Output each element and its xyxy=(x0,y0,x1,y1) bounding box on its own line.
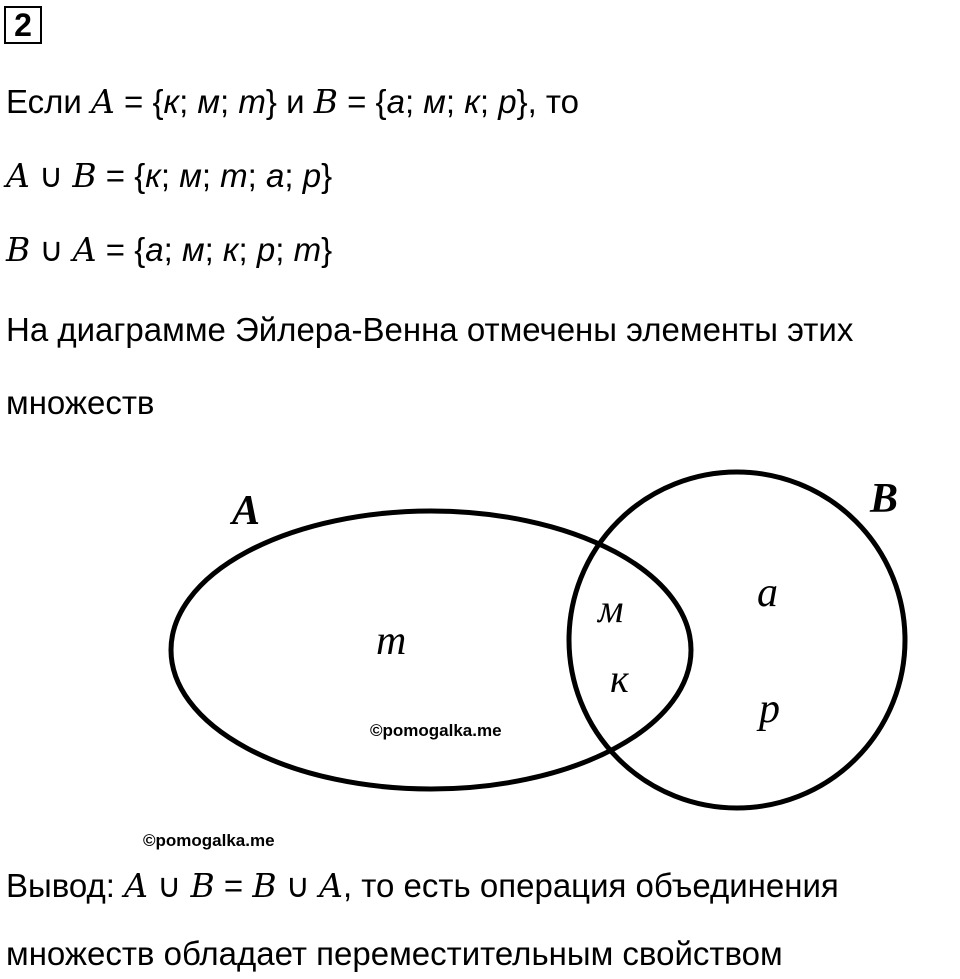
element: a xyxy=(266,157,285,194)
set-b-symbol: B xyxy=(6,230,31,269)
separator: ; xyxy=(284,157,303,194)
text: } xyxy=(321,231,333,268)
watermark-inside: ©pomogalka.me xyxy=(370,721,502,740)
separator: ; xyxy=(404,83,424,120)
task-number: 2 xyxy=(4,6,42,44)
union-a-b-line xyxy=(6,156,332,196)
separator: ; xyxy=(479,83,499,120)
text: = { xyxy=(114,83,164,120)
diagram-intro-text-cont: множеств xyxy=(6,384,155,421)
element: м xyxy=(197,83,221,120)
element: к xyxy=(163,83,180,120)
element: a xyxy=(145,231,164,268)
separator: ; xyxy=(238,231,257,268)
set-b-symbol: B xyxy=(72,156,97,195)
element: a xyxy=(386,83,405,120)
watermark-below: ©pomogalka.me xyxy=(143,831,275,850)
set-a-symbol: A xyxy=(124,866,148,905)
set-a-label: A xyxy=(232,488,261,534)
element: m xyxy=(220,157,248,194)
element: м xyxy=(181,231,205,268)
separator: ; xyxy=(179,83,198,120)
element: м xyxy=(179,157,202,194)
element-intersection-2: к xyxy=(610,656,629,701)
separator: ; xyxy=(445,83,465,120)
element: p xyxy=(256,231,276,268)
union-operator: ∪ xyxy=(29,157,73,194)
separator: ; xyxy=(247,157,266,194)
text: = { xyxy=(96,231,146,268)
element: m xyxy=(238,83,266,120)
separator: ; xyxy=(220,83,239,120)
union-operator: ∪ xyxy=(30,231,73,268)
text: = { xyxy=(337,83,387,120)
element-intersection-1: м xyxy=(598,586,624,631)
text: } и xyxy=(265,83,314,120)
set-a-symbol: A xyxy=(6,156,30,195)
set-a-symbol: A xyxy=(319,866,343,905)
union-b-a-line xyxy=(6,230,332,270)
text: = { xyxy=(96,157,146,194)
separator: ; xyxy=(275,231,294,268)
set-a-symbol: A xyxy=(91,82,115,121)
union-operator: ∪ xyxy=(147,867,191,904)
union-operator: ∪ xyxy=(276,867,320,904)
conclusion-line-cont: множеств обладает переместительным свойством xyxy=(6,935,783,972)
element: p xyxy=(498,83,517,120)
set-b-symbol: B xyxy=(252,866,277,905)
element: к xyxy=(222,231,239,268)
element-only-b-1: a xyxy=(757,570,778,616)
element-only-a: m xyxy=(376,618,407,664)
element: к xyxy=(145,157,161,194)
separator: ; xyxy=(204,231,223,268)
set-definition-line xyxy=(6,82,579,122)
text: = xyxy=(214,867,253,904)
set-a-ellipse xyxy=(171,511,691,789)
element: к xyxy=(464,83,480,120)
element: p xyxy=(302,157,322,194)
venn-diagram xyxy=(0,460,960,860)
separator: ; xyxy=(160,157,180,194)
element-only-b-2: p xyxy=(759,686,780,732)
separator: ; xyxy=(201,157,221,194)
diagram-intro-text: На диаграмме Эйлера-Венна отмечены элементы этих xyxy=(6,311,854,348)
element: m xyxy=(293,231,322,268)
conclusion-line xyxy=(6,866,839,906)
set-a-symbol: A xyxy=(72,230,97,269)
separator: ; xyxy=(163,231,182,268)
set-b-label: B xyxy=(870,476,899,522)
text: , то есть операция объединения xyxy=(342,867,839,904)
text: Вывод: xyxy=(6,867,125,904)
set-b-symbol: B xyxy=(190,866,215,905)
text: Если xyxy=(6,83,91,120)
element: м xyxy=(423,83,446,120)
set-b-symbol: B xyxy=(313,82,338,121)
text: }, то xyxy=(516,83,580,120)
set-b-circle xyxy=(569,472,905,808)
text: } xyxy=(321,157,333,194)
